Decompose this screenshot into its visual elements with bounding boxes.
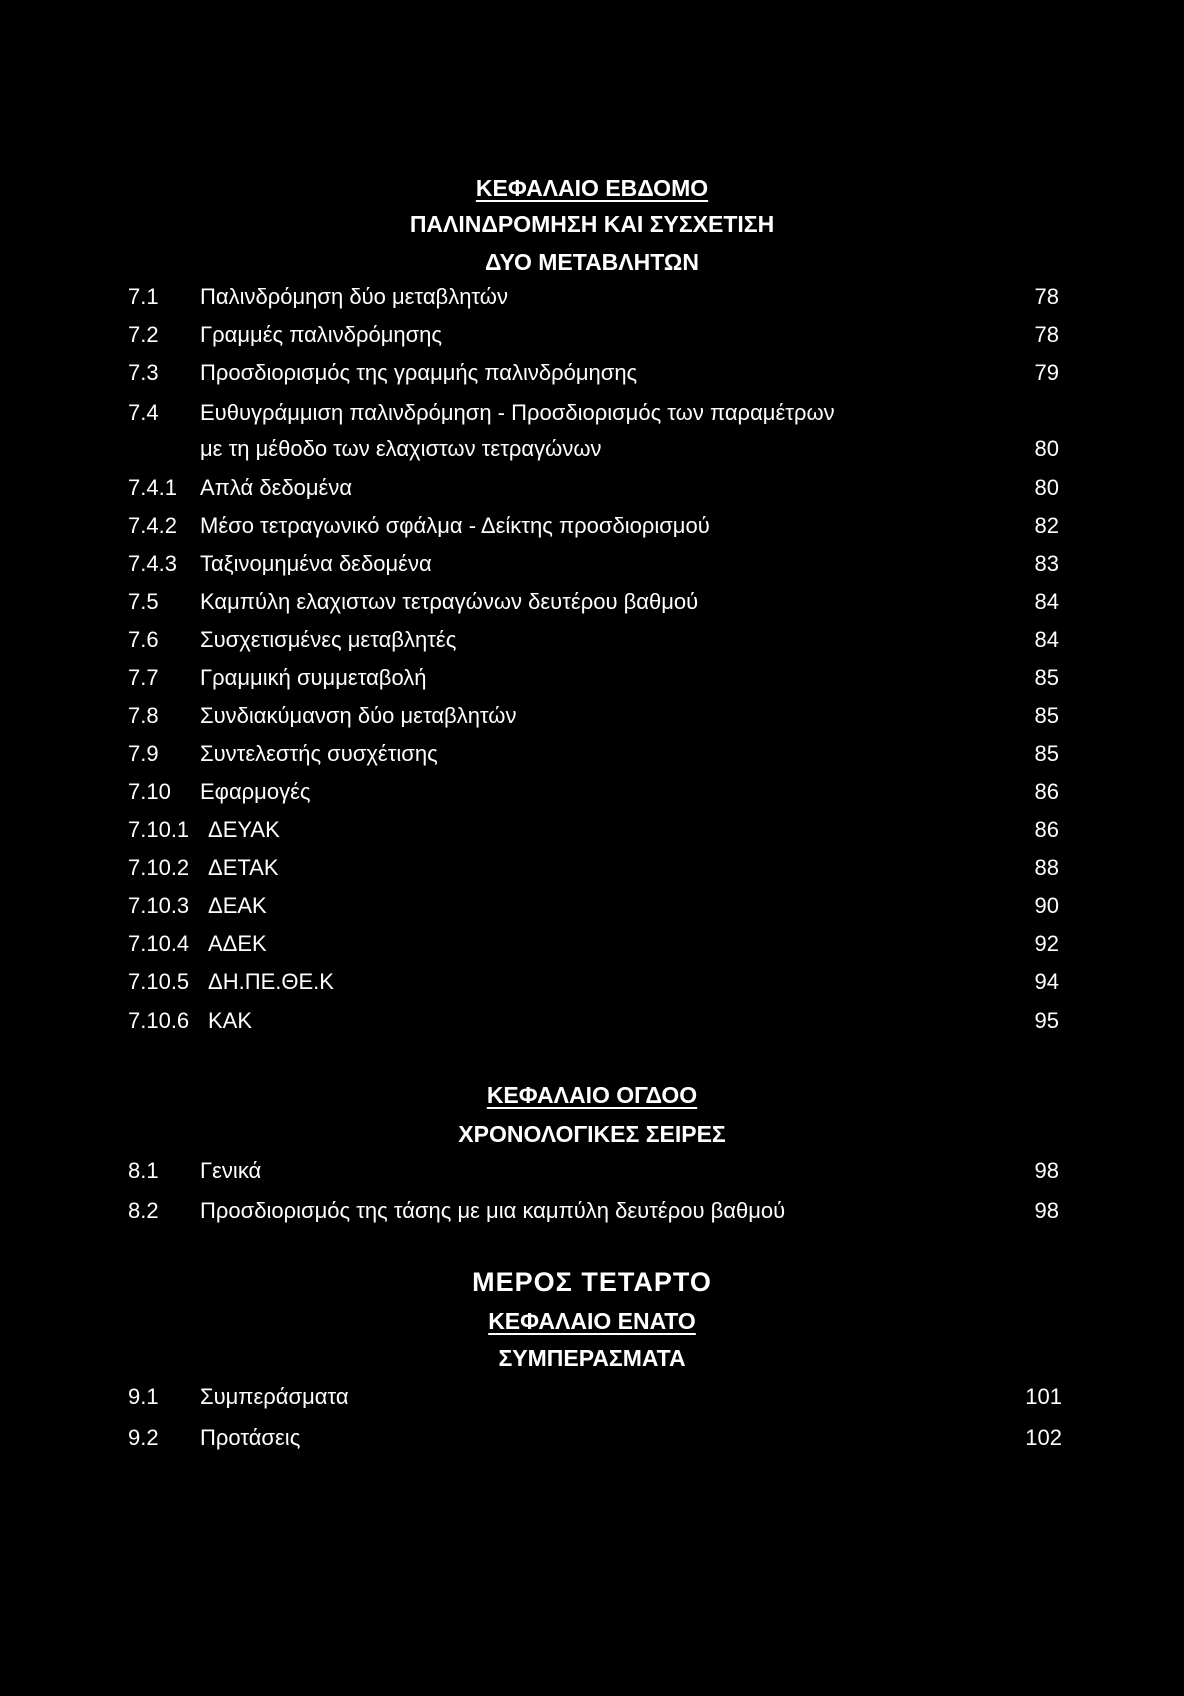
toc-entry-page: 82 [1034, 513, 1059, 538]
toc-entry [0, 473, 1184, 503]
chapter-8-subtitle: ΧΡΟΝΟΛΟΓΙΚΕΣ ΣΕΙΡΕΣ [458, 1121, 726, 1147]
chapter-9-heading-text: ΚΕΦΑΛΑΙΟ ΕΝΑΤΟ [488, 1308, 696, 1334]
toc-entry-page: 83 [1034, 551, 1059, 576]
toc-entry-page: 101 [1025, 1384, 1062, 1409]
toc-entry [0, 853, 1184, 883]
toc-entry-number: 7.10.3 [128, 893, 190, 918]
toc-entry [0, 625, 1184, 655]
toc-entry-title: Γενικά [200, 1158, 262, 1183]
toc-entry-page: 79 [1034, 360, 1059, 385]
toc-entry-page: 78 [1034, 284, 1059, 309]
toc-entry-title: Συσχετισμένες μεταβλητές [200, 627, 457, 652]
toc-entry-page: 102 [1025, 1425, 1062, 1450]
toc-entry-page: 85 [1034, 703, 1059, 728]
toc-entry-title: Συντελεστής συσχέτισης [200, 741, 438, 766]
toc-entry [0, 358, 1184, 388]
chapter-8-heading [0, 1081, 1184, 1109]
toc-entry-page: 80 [1034, 436, 1059, 461]
toc-entry-page: 86 [1034, 817, 1059, 842]
toc-entry-number: 7.10.5 [128, 969, 190, 994]
toc-entry [0, 587, 1184, 617]
toc-entry-number: 7.10.4 [128, 931, 190, 956]
chapter-9-heading [0, 1307, 1184, 1335]
toc-entry-number: 7.3 [128, 360, 159, 385]
toc-entry-page: 90 [1034, 893, 1059, 918]
toc-entry-number: 7.1 [128, 284, 159, 309]
toc-entry-title: Ταξινομημένα δεδομένα [200, 551, 432, 576]
toc-entry-page: 92 [1034, 931, 1059, 956]
toc-entry-title: Εφαρμογές [200, 779, 311, 804]
toc-entry-title: ΔΗ.ΠΕ.ΘΕ.Κ [208, 969, 334, 994]
toc-entry-number: 7.8 [128, 703, 159, 728]
toc-entry [0, 1156, 1184, 1186]
toc-entry-number: 7.10.6 [128, 1008, 190, 1033]
toc-entry-page: 84 [1034, 589, 1059, 614]
toc-entry-title: ΔΕΑΚ [208, 893, 267, 918]
toc-entry-page: 88 [1034, 855, 1059, 880]
toc-entry-number: 7.2 [128, 322, 159, 347]
toc-entry-number: 7.4.2 [128, 513, 177, 538]
toc-entry-title: Προτάσεις [200, 1425, 301, 1450]
toc-entry-title: Συμπεράσματα [200, 1384, 349, 1409]
toc-entry-page: 86 [1034, 779, 1059, 804]
toc-entry-page: 84 [1034, 627, 1059, 652]
toc-entry-title: με τη μέθοδο των ελαχιστων τετραγώνων [200, 436, 602, 461]
toc-entry-number: 7.4.3 [128, 551, 177, 576]
toc-entry [0, 739, 1184, 769]
toc-entry-number: 7.10.2 [128, 855, 190, 880]
toc-entry-title: Μέσο τετραγωνικό σφάλμα - Δείκτης προσδιορισμού [200, 513, 710, 538]
toc-entry [0, 663, 1184, 693]
toc-entry-number: 7.10.1 [128, 817, 190, 842]
toc-entry [0, 929, 1184, 959]
toc-entry [0, 398, 1184, 428]
toc-entry-page: 98 [1034, 1158, 1059, 1183]
toc-entry-title: Προσδιορισμός της γραμμής παλινδρόμησης [200, 360, 638, 385]
toc-entry-number: 7.4 [128, 400, 159, 425]
toc-entry-title: Προσδιορισμός της τάσης με μια καμπύλη δευτέρου βαθμού [200, 1198, 786, 1223]
toc-entry [0, 282, 1184, 312]
toc-entry [0, 1382, 1184, 1412]
toc-entry-number: 7.7 [128, 665, 159, 690]
chapter-8-heading-text: ΚΕΦΑΛΑΙΟ ΟΓΔΟΟ [486, 1082, 698, 1108]
chapter-7-heading [0, 174, 1184, 202]
toc-entry-title: Γραμμές παλινδρόμησης [200, 322, 443, 347]
toc-entry-number: 9.2 [128, 1425, 159, 1450]
toc-entry-continuation [0, 434, 1184, 464]
toc-entry-number: 8.2 [128, 1198, 159, 1223]
toc-entry-page: 80 [1034, 475, 1059, 500]
toc-entry-title: ΔΕΥΑΚ [208, 817, 280, 842]
toc-entry [0, 549, 1184, 579]
toc-entry [0, 1006, 1184, 1036]
toc-entry-page: 94 [1034, 969, 1059, 994]
toc-entry-page: 85 [1034, 741, 1059, 766]
toc-entry-title: Παλινδρόμηση δύο μεταβλητών [200, 284, 508, 309]
toc-entry-number: 9.1 [128, 1384, 159, 1409]
toc-entry-number: 8.1 [128, 1158, 159, 1183]
toc-entry-number: 7.10 [128, 779, 171, 804]
toc-entry [0, 967, 1184, 997]
toc-entry-number: 7.5 [128, 589, 159, 614]
toc-entry-title: ΑΔΕΚ [208, 931, 267, 956]
toc-entry-title: Γραμμική συμμεταβολή [200, 665, 427, 690]
toc-entry-page: 98 [1034, 1198, 1059, 1223]
chapter-7-subtitle-line2: ΔΥΟ ΜΕΤΑΒΛΗΤΩΝ [485, 249, 699, 275]
toc-entry-page: 78 [1034, 322, 1059, 347]
chapter-7-subtitle-line1: ΠΑΛΙΝΔΡΟΜΗΣΗ ΚΑΙ ΣΥΣΧΕΤΙΣΗ [409, 211, 775, 237]
toc-entry [0, 1423, 1184, 1453]
toc-entry [0, 511, 1184, 541]
toc-entry [0, 701, 1184, 731]
toc-entry-page: 85 [1034, 665, 1059, 690]
toc-entry [0, 1196, 1184, 1226]
toc-entry-title: Συνδιακύμανση δύο μεταβλητών [200, 703, 517, 728]
toc-entry-title: ΚΑΚ [208, 1008, 253, 1033]
toc-entry [0, 320, 1184, 350]
toc-entry-page: 95 [1034, 1008, 1059, 1033]
toc-entry-title: ΔΕΤΑΚ [208, 855, 279, 880]
toc-entry [0, 777, 1184, 807]
toc-entry-number: 7.9 [128, 741, 159, 766]
toc-entry-number: 7.4.1 [128, 475, 177, 500]
toc-entry-number: 7.6 [128, 627, 159, 652]
toc-entry-title: Καμπύλη ελαχιστων τετραγώνων δευτέρου βαθμού [200, 589, 699, 614]
toc-entry-title: Απλά δεδομένα [200, 475, 353, 500]
part-4-heading: ΜΕΡΟΣ ΤΕΤΑΡΤΟ [472, 1267, 712, 1297]
toc-entry-title: Ευθυγράμμιση παλινδρόμηση - Προσδιορισμός των παραμέτρων [200, 400, 835, 425]
toc-entry [0, 815, 1184, 845]
chapter-7-heading-text: ΚΕΦΑΛΑΙΟ ΕΒΔΟΜΟ [475, 175, 709, 201]
chapter-9-subtitle: ΣΥΜΠΕΡΑΣΜΑΤΑ [498, 1345, 686, 1371]
toc-entry [0, 891, 1184, 921]
